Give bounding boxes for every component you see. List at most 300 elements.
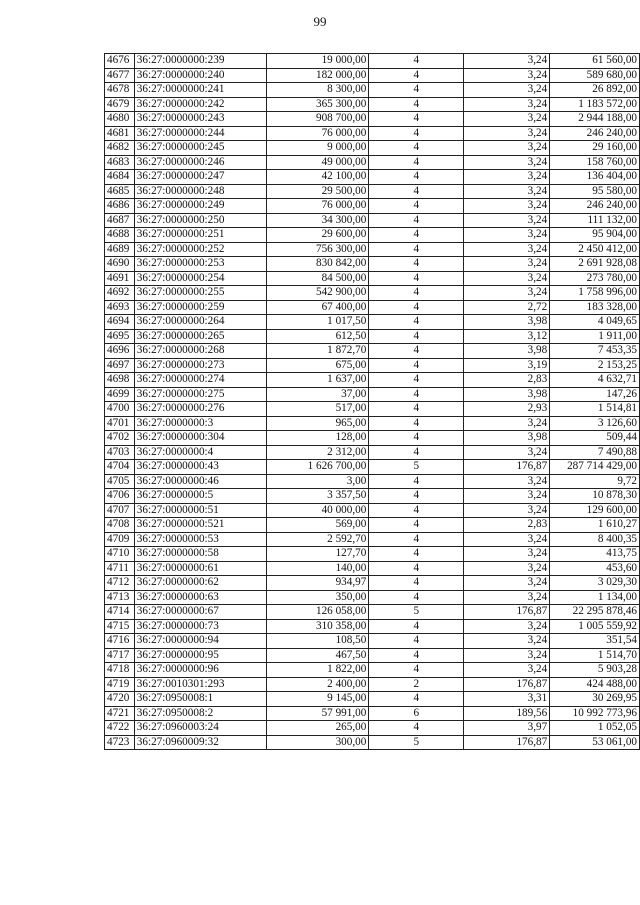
cadastral-number: 36:27:0000000:5 — [134, 489, 266, 504]
cadastral-number: 36:27:0000000:58 — [134, 547, 266, 562]
cadastral-number: 36:27:0000000:46 — [134, 474, 266, 489]
group-cell: 4 — [369, 619, 464, 634]
value-cell: 10 992 773,96 — [550, 706, 640, 721]
rate-cell: 3,24 — [464, 416, 550, 431]
row-number: 4690 — [105, 257, 135, 272]
row-number: 4682 — [105, 141, 135, 156]
value-cell: 29 160,00 — [550, 141, 640, 156]
value-cell: 111 132,00 — [550, 213, 640, 228]
value-cell: 7 453,35 — [550, 344, 640, 359]
page-number: 99 — [313, 14, 327, 29]
rate-cell: 3,24 — [464, 199, 550, 214]
cadastral-number: 36:27:0000000:259 — [134, 300, 266, 315]
area-cell: 1 017,50 — [266, 315, 369, 330]
value-cell: 413,75 — [550, 547, 640, 562]
table-row — [105, 692, 640, 707]
value-cell: 4 049,65 — [550, 315, 640, 330]
rate-cell: 3,24 — [464, 445, 550, 460]
group-cell: 4 — [369, 373, 464, 388]
area-cell: 300,00 — [266, 735, 369, 750]
group-cell: 4 — [369, 692, 464, 707]
cadastral-number: 36:27:0000000:304 — [134, 431, 266, 446]
value-cell: 1 514,70 — [550, 648, 640, 663]
group-cell: 4 — [369, 199, 464, 214]
value-cell: 1 758 996,00 — [550, 286, 640, 301]
area-cell: 2 312,00 — [266, 445, 369, 460]
rate-cell: 3,24 — [464, 54, 550, 69]
group-cell: 4 — [369, 344, 464, 359]
area-cell: 310 358,00 — [266, 619, 369, 634]
cadastral-number: 36:27:0000000:61 — [134, 561, 266, 576]
table-row — [105, 242, 640, 257]
cadastral-number: 36:27:0000000:276 — [134, 402, 266, 417]
table-row — [105, 155, 640, 170]
value-cell: 287 714 429,00 — [550, 460, 640, 475]
group-cell: 2 — [369, 677, 464, 692]
value-cell: 589 680,00 — [550, 68, 640, 83]
table-row — [105, 257, 640, 272]
group-cell: 4 — [369, 489, 464, 504]
area-cell: 19 000,00 — [266, 54, 369, 69]
row-number: 4680 — [105, 112, 135, 127]
cadastral-number: 36:27:0000000:250 — [134, 213, 266, 228]
rate-cell: 2,93 — [464, 402, 550, 417]
group-cell: 4 — [369, 329, 464, 344]
value-cell: 95 904,00 — [550, 228, 640, 243]
cadastral-number: 36:27:0000000:51 — [134, 503, 266, 518]
value-cell: 1 911,00 — [550, 329, 640, 344]
group-cell: 4 — [369, 387, 464, 402]
table-row — [105, 141, 640, 156]
group-cell: 4 — [369, 416, 464, 431]
area-cell: 9 145,00 — [266, 692, 369, 707]
cadastral-number: 36:27:0960009:32 — [134, 735, 266, 750]
cadastral-number: 36:27:0000000:252 — [134, 242, 266, 257]
area-cell: 965,00 — [266, 416, 369, 431]
group-cell: 4 — [369, 83, 464, 98]
row-number: 4702 — [105, 431, 135, 446]
cadastral-number: 36:27:0000000:251 — [134, 228, 266, 243]
cadastral-number: 36:27:0010301:293 — [134, 677, 266, 692]
cadastral-number: 36:27:0000000:243 — [134, 112, 266, 127]
rate-cell: 3,24 — [464, 648, 550, 663]
cadastral-number: 36:27:0000000:242 — [134, 97, 266, 112]
cadastral-number: 36:27:0000000:63 — [134, 590, 266, 605]
rate-cell: 3,24 — [464, 663, 550, 678]
group-cell: 4 — [369, 126, 464, 141]
area-cell: 934,97 — [266, 576, 369, 591]
cadastral-number: 36:27:0000000:244 — [134, 126, 266, 141]
cadastral-number: 36:27:0000000:273 — [134, 358, 266, 373]
row-number: 4713 — [105, 590, 135, 605]
value-cell: 158 760,00 — [550, 155, 640, 170]
value-cell: 53 061,00 — [550, 735, 640, 750]
table-row — [105, 329, 640, 344]
rate-cell: 3,98 — [464, 387, 550, 402]
area-cell: 569,00 — [266, 518, 369, 533]
area-cell: 2 592,70 — [266, 532, 369, 547]
area-cell: 3 357,50 — [266, 489, 369, 504]
rate-cell: 3,24 — [464, 213, 550, 228]
table-row — [105, 126, 640, 141]
row-number: 4718 — [105, 663, 135, 678]
value-cell: 2 944 188,00 — [550, 112, 640, 127]
group-cell: 4 — [369, 213, 464, 228]
value-cell: 7 490,88 — [550, 445, 640, 460]
rate-cell: 3,24 — [464, 83, 550, 98]
area-cell: 29 600,00 — [266, 228, 369, 243]
value-cell: 1 134,00 — [550, 590, 640, 605]
row-number: 4699 — [105, 387, 135, 402]
area-cell: 2 400,00 — [266, 677, 369, 692]
cadastral-number: 36:27:0000000:264 — [134, 315, 266, 330]
group-cell: 4 — [369, 721, 464, 736]
group-cell: 4 — [369, 663, 464, 678]
cadastral-number: 36:27:0000000:255 — [134, 286, 266, 301]
group-cell: 4 — [369, 242, 464, 257]
value-cell: 1 610,27 — [550, 518, 640, 533]
row-number: 4696 — [105, 344, 135, 359]
area-cell: 57 991,00 — [266, 706, 369, 721]
value-cell: 129 600,00 — [550, 503, 640, 518]
value-cell: 2 691 928,08 — [550, 257, 640, 272]
value-cell: 5 903,28 — [550, 663, 640, 678]
table-row — [105, 706, 640, 721]
cadastral-number: 36:27:0000000:67 — [134, 605, 266, 620]
table-row — [105, 271, 640, 286]
cadastral-number: 36:27:0000000:249 — [134, 199, 266, 214]
group-cell: 4 — [369, 648, 464, 663]
value-cell: 1 052,05 — [550, 721, 640, 736]
row-number: 4720 — [105, 692, 135, 707]
value-cell: 453,60 — [550, 561, 640, 576]
area-cell: 908 700,00 — [266, 112, 369, 127]
group-cell: 6 — [369, 706, 464, 721]
value-cell: 136 404,00 — [550, 170, 640, 185]
rate-cell: 3,24 — [464, 576, 550, 591]
rate-cell: 3,97 — [464, 721, 550, 736]
table-row — [105, 460, 640, 475]
row-number: 4712 — [105, 576, 135, 591]
rate-cell: 176,87 — [464, 460, 550, 475]
table-row — [105, 489, 640, 504]
table-row — [105, 561, 640, 576]
table-row — [105, 184, 640, 199]
group-cell: 4 — [369, 112, 464, 127]
table-row — [105, 315, 640, 330]
cadastral-number: 36:27:0950008:1 — [134, 692, 266, 707]
group-cell: 4 — [369, 170, 464, 185]
rate-cell: 176,87 — [464, 605, 550, 620]
area-cell: 517,00 — [266, 402, 369, 417]
cadastral-number: 36:27:0000000:253 — [134, 257, 266, 272]
table-row — [105, 358, 640, 373]
row-number: 4714 — [105, 605, 135, 620]
area-cell: 1 822,00 — [266, 663, 369, 678]
table-row — [105, 605, 640, 620]
area-cell: 76 000,00 — [266, 199, 369, 214]
group-cell: 4 — [369, 474, 464, 489]
rate-cell: 3,12 — [464, 329, 550, 344]
area-cell: 542 900,00 — [266, 286, 369, 301]
group-cell: 4 — [369, 315, 464, 330]
table-row — [105, 416, 640, 431]
row-number: 4719 — [105, 677, 135, 692]
cadastral-number: 36:27:0000000:53 — [134, 532, 266, 547]
table-row — [105, 634, 640, 649]
rate-cell: 3,98 — [464, 344, 550, 359]
table-row — [105, 547, 640, 562]
area-cell: 108,50 — [266, 634, 369, 649]
value-cell: 26 892,00 — [550, 83, 640, 98]
table-row — [105, 402, 640, 417]
value-cell: 10 878,30 — [550, 489, 640, 504]
area-cell: 37,00 — [266, 387, 369, 402]
rate-cell: 3,24 — [464, 634, 550, 649]
row-number: 4722 — [105, 721, 135, 736]
row-number: 4704 — [105, 460, 135, 475]
table-row — [105, 721, 640, 736]
table-row — [105, 286, 640, 301]
value-cell: 22 295 878,46 — [550, 605, 640, 620]
cadastral-number: 36:27:0960003:24 — [134, 721, 266, 736]
row-number: 4689 — [105, 242, 135, 257]
row-number: 4701 — [105, 416, 135, 431]
area-cell: 67 400,00 — [266, 300, 369, 315]
table-body — [105, 54, 640, 750]
group-cell: 4 — [369, 271, 464, 286]
group-cell: 4 — [369, 257, 464, 272]
rate-cell: 3,24 — [464, 126, 550, 141]
table-row — [105, 474, 640, 489]
area-cell: 612,50 — [266, 329, 369, 344]
row-number: 4694 — [105, 315, 135, 330]
rate-cell: 176,87 — [464, 677, 550, 692]
area-cell: 42 100,00 — [266, 170, 369, 185]
row-number: 4695 — [105, 329, 135, 344]
table-row — [105, 199, 640, 214]
table-row — [105, 648, 640, 663]
value-cell: 1 005 559,92 — [550, 619, 640, 634]
rate-cell: 3,98 — [464, 431, 550, 446]
rate-cell: 3,24 — [464, 547, 550, 562]
group-cell: 4 — [369, 634, 464, 649]
table-row — [105, 97, 640, 112]
cadastral-number: 36:27:0000000:246 — [134, 155, 266, 170]
group-cell: 4 — [369, 445, 464, 460]
row-number: 4707 — [105, 503, 135, 518]
row-number: 4703 — [105, 445, 135, 460]
area-cell: 84 500,00 — [266, 271, 369, 286]
table-row — [105, 663, 640, 678]
cadastral-number: 36:27:0000000:96 — [134, 663, 266, 678]
area-cell: 126 058,00 — [266, 605, 369, 620]
value-cell: 424 488,00 — [550, 677, 640, 692]
table-row — [105, 170, 640, 185]
rate-cell: 2,83 — [464, 518, 550, 533]
cadastral-number: 36:27:0000000:254 — [134, 271, 266, 286]
value-cell: 61 560,00 — [550, 54, 640, 69]
rate-cell: 3,24 — [464, 503, 550, 518]
group-cell: 4 — [369, 358, 464, 373]
rate-cell: 3,24 — [464, 271, 550, 286]
rate-cell: 3,31 — [464, 692, 550, 707]
area-cell: 1 872,70 — [266, 344, 369, 359]
value-cell: 9,72 — [550, 474, 640, 489]
row-number: 4685 — [105, 184, 135, 199]
table-row — [105, 619, 640, 634]
row-number: 4679 — [105, 97, 135, 112]
cadastral-number: 36:27:0000000:95 — [134, 648, 266, 663]
table-row — [105, 228, 640, 243]
value-cell: 2 450 412,00 — [550, 242, 640, 257]
table-row — [105, 300, 640, 315]
rate-cell: 2,72 — [464, 300, 550, 315]
table-row — [105, 431, 640, 446]
group-cell: 4 — [369, 503, 464, 518]
cadastral-number: 36:27:0000000:248 — [134, 184, 266, 199]
area-cell: 128,00 — [266, 431, 369, 446]
cadastral-number: 36:27:0000000:43 — [134, 460, 266, 475]
rate-cell: 2,83 — [464, 373, 550, 388]
table-row — [105, 344, 640, 359]
rate-cell: 3,24 — [464, 228, 550, 243]
group-cell: 4 — [369, 576, 464, 591]
table-row — [105, 54, 640, 69]
rate-cell: 176,87 — [464, 735, 550, 750]
row-number: 4711 — [105, 561, 135, 576]
table-row — [105, 387, 640, 402]
area-cell: 40 000,00 — [266, 503, 369, 518]
group-cell: 4 — [369, 590, 464, 605]
rate-cell: 3,24 — [464, 619, 550, 634]
row-number: 4697 — [105, 358, 135, 373]
area-cell: 34 300,00 — [266, 213, 369, 228]
rate-cell: 3,24 — [464, 532, 550, 547]
row-number: 4708 — [105, 518, 135, 533]
table-row — [105, 677, 640, 692]
row-number: 4688 — [105, 228, 135, 243]
area-cell: 127,70 — [266, 547, 369, 562]
row-number: 4706 — [105, 489, 135, 504]
cadastral-number: 36:27:0000000:265 — [134, 329, 266, 344]
row-number: 4716 — [105, 634, 135, 649]
value-cell: 3 126,60 — [550, 416, 640, 431]
area-cell: 1 637,00 — [266, 373, 369, 388]
row-number: 4677 — [105, 68, 135, 83]
table-row — [105, 518, 640, 533]
value-cell: 147,26 — [550, 387, 640, 402]
area-cell: 675,00 — [266, 358, 369, 373]
rate-cell: 3,24 — [464, 590, 550, 605]
group-cell: 4 — [369, 228, 464, 243]
value-cell: 2 153,25 — [550, 358, 640, 373]
value-cell: 30 269,95 — [550, 692, 640, 707]
row-number: 4678 — [105, 83, 135, 98]
cadastral-number: 36:27:0950008:2 — [134, 706, 266, 721]
rate-cell: 3,24 — [464, 97, 550, 112]
rate-cell: 3,24 — [464, 184, 550, 199]
area-cell: 467,50 — [266, 648, 369, 663]
value-cell: 1 183 572,00 — [550, 97, 640, 112]
row-number: 4700 — [105, 402, 135, 417]
row-number: 4693 — [105, 300, 135, 315]
row-number: 4721 — [105, 706, 135, 721]
value-cell: 8 400,35 — [550, 532, 640, 547]
rate-cell: 3,98 — [464, 315, 550, 330]
cadastral-number: 36:27:0000000:275 — [134, 387, 266, 402]
value-cell: 3 029,30 — [550, 576, 640, 591]
table-row — [105, 373, 640, 388]
area-cell: 9 000,00 — [266, 141, 369, 156]
row-number: 4686 — [105, 199, 135, 214]
cadastral-number: 36:27:0000000:73 — [134, 619, 266, 634]
row-number: 4687 — [105, 213, 135, 228]
area-cell: 830 842,00 — [266, 257, 369, 272]
area-cell: 350,00 — [266, 590, 369, 605]
table-row — [105, 532, 640, 547]
cadastral-number: 36:27:0000000:4 — [134, 445, 266, 460]
cadastral-number: 36:27:0000000:239 — [134, 54, 266, 69]
table-row — [105, 445, 640, 460]
area-cell: 49 000,00 — [266, 155, 369, 170]
table-row — [105, 68, 640, 83]
area-cell: 265,00 — [266, 721, 369, 736]
group-cell: 4 — [369, 141, 464, 156]
table-row — [105, 112, 640, 127]
row-number: 4710 — [105, 547, 135, 562]
group-cell: 4 — [369, 547, 464, 562]
rate-cell: 3,24 — [464, 112, 550, 127]
cadastral-number: 36:27:0000000:240 — [134, 68, 266, 83]
group-cell: 5 — [369, 605, 464, 620]
row-number: 4717 — [105, 648, 135, 663]
value-cell: 273 780,00 — [550, 271, 640, 286]
value-cell: 246 240,00 — [550, 126, 640, 141]
row-number: 4691 — [105, 271, 135, 286]
table-row — [105, 503, 640, 518]
value-cell: 4 632,71 — [550, 373, 640, 388]
row-number: 4705 — [105, 474, 135, 489]
area-cell: 182 000,00 — [266, 68, 369, 83]
cadastral-number: 36:27:0000000:62 — [134, 576, 266, 591]
value-cell: 1 514,81 — [550, 402, 640, 417]
area-cell: 756 300,00 — [266, 242, 369, 257]
table-row — [105, 213, 640, 228]
rate-cell: 3,24 — [464, 68, 550, 83]
row-number: 4723 — [105, 735, 135, 750]
group-cell: 5 — [369, 460, 464, 475]
table-row — [105, 590, 640, 605]
cadastral-number: 36:27:0000000:521 — [134, 518, 266, 533]
area-cell: 76 000,00 — [266, 126, 369, 141]
group-cell: 4 — [369, 54, 464, 69]
area-cell: 29 500,00 — [266, 184, 369, 199]
rate-cell: 3,24 — [464, 170, 550, 185]
cadastral-value-table — [104, 53, 640, 750]
group-cell: 4 — [369, 97, 464, 112]
rate-cell: 3,24 — [464, 242, 550, 257]
area-cell: 8 300,00 — [266, 83, 369, 98]
group-cell: 4 — [369, 184, 464, 199]
rate-cell: 3,19 — [464, 358, 550, 373]
value-cell: 95 580,00 — [550, 184, 640, 199]
cadastral-number: 36:27:0000000:274 — [134, 373, 266, 388]
table-row — [105, 576, 640, 591]
row-number: 4681 — [105, 126, 135, 141]
area-cell: 365 300,00 — [266, 97, 369, 112]
table-row — [105, 83, 640, 98]
